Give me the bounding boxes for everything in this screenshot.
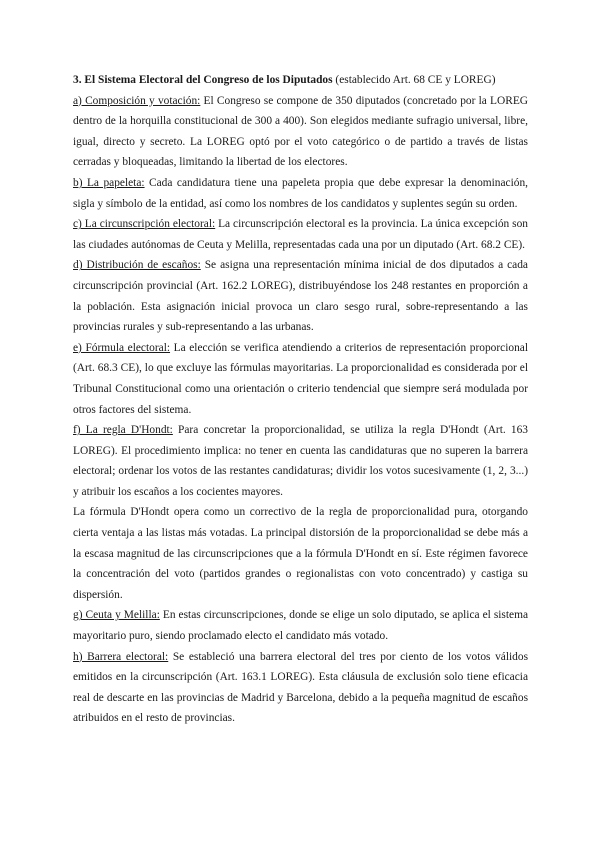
paragraph-label: g) Ceuta y Melilla:	[73, 609, 160, 622]
paragraph-composicion	[73, 91, 528, 173]
paragraph-barrera	[73, 647, 528, 729]
paragraph-label: c) La circunscripción electoral:	[73, 218, 216, 231]
section-heading	[73, 70, 528, 91]
paragraph-ceuta-melilla	[73, 605, 528, 646]
paragraph-dhondt	[73, 420, 528, 502]
paragraph-label: h) Barrera electoral:	[73, 650, 169, 663]
paragraph-label: e) Fórmula electoral:	[73, 341, 171, 354]
paragraph-label: f) La regla D'Hondt:	[73, 424, 173, 437]
paragraph-text: La circunscripción electoral es la provincia. La única excepción son las ciudades autónomas de Ceuta y Melilla, representadas cada una por un diputado (Art. 68.2 CE).	[73, 218, 528, 251]
paragraph-label: d) Distribución de escaños:	[73, 259, 201, 272]
heading-title: 3. El Sistema Electoral del Congreso de los Diputados	[73, 74, 333, 86]
paragraph-papeleta	[73, 173, 528, 214]
paragraph-text: La elección se verifica atendiendo a criterios de representación proporcional (Art. 68.3 CE), lo que excluye las fórmulas mayoritarias. La proporcionalidad es considerada por el Tribunal Constitucional como una orientación o criterio tendencial que siempre será modulada por otros factores del sistema.	[73, 341, 528, 416]
paragraph-circunscripcion	[73, 214, 528, 255]
paragraph-text: El Congreso se compone de 350 diputados (concretado por la LOREG dentro de la horquilla constitucional de 300 a 400). Son elegidos mediante sufragio universal, libre, igual, directo y secreto. La LOREG optó por el voto categórico o de partido a través de listas cerradas y bloqueadas, limitando la libertad de los electores.	[73, 94, 528, 169]
paragraph-distribucion	[73, 255, 528, 337]
paragraph-label: b) La papeleta:	[73, 176, 145, 189]
paragraph-text: Se estableció una barrera electoral del tres por ciento de los votos válidos emitidos en la circunscripción (Art. 163.1 LOREG). Esta cláusula de exclusión solo tiene eficacia real de descarte en las provincias de Madrid y Barcelona, debido a la pequeña magnitud de escaños atribuidos en el resto de provincias.	[73, 650, 528, 725]
paragraph-text: Cada candidatura tiene una papeleta propia que debe expresar la denominación, sigla y símbolo de la entidad, así como los nombres de los candidatos y suplentes según su orden.	[73, 176, 528, 210]
paragraph-label: a) Composición y votación:	[73, 94, 201, 107]
paragraph-text: En estas circunscripciones, donde se elige un solo diputado, se aplica el sistema mayoritario puro, siendo proclamado electo el candidato más votado.	[73, 609, 528, 643]
paragraph-text: Para concretar la proporcionalidad, se utiliza la regla D'Hondt (Art. 163 LOREG). El procedimiento implica: no tener en cuenta las candidaturas que no superen la barrera electoral; ordenar los votos de las restantes candidaturas; dividir los votos sucesivamente (1, 2, 3...) y atribuir los escaños a los cocientes mayores.	[73, 424, 529, 498]
paragraph-text: La fórmula D'Hondt opera como un correctivo de la regla de proporcionalidad pura, otorgando cierta ventaja a las listas más votadas. La principal distorsión de la proporcionalidad se debe más a la escasa magnitud de las circunscripciones que a la fórmula D'Hondt en sí. Este régimen favorece la concentración del voto (partidos grandes o regionalistas con voto concentrado) y castiga su dispersión.	[73, 506, 528, 601]
paragraph-formula	[73, 338, 528, 420]
paragraph-dhondt-effects	[73, 502, 528, 605]
document-page	[73, 70, 528, 729]
paragraph-text: Se asigna una representación mínima inicial de dos diputados a cada circunscripción provincial (Art. 162.2 LOREG), distribuyéndose los 248 restantes en proporción a la población. Esta asignación inicial provoca un claro sesgo rural, sobre-representando a las provincias rurales y sub-representando a las urbanas.	[73, 259, 528, 334]
heading-subtitle: (establecido Art. 68 CE y LOREG)	[332, 74, 496, 86]
